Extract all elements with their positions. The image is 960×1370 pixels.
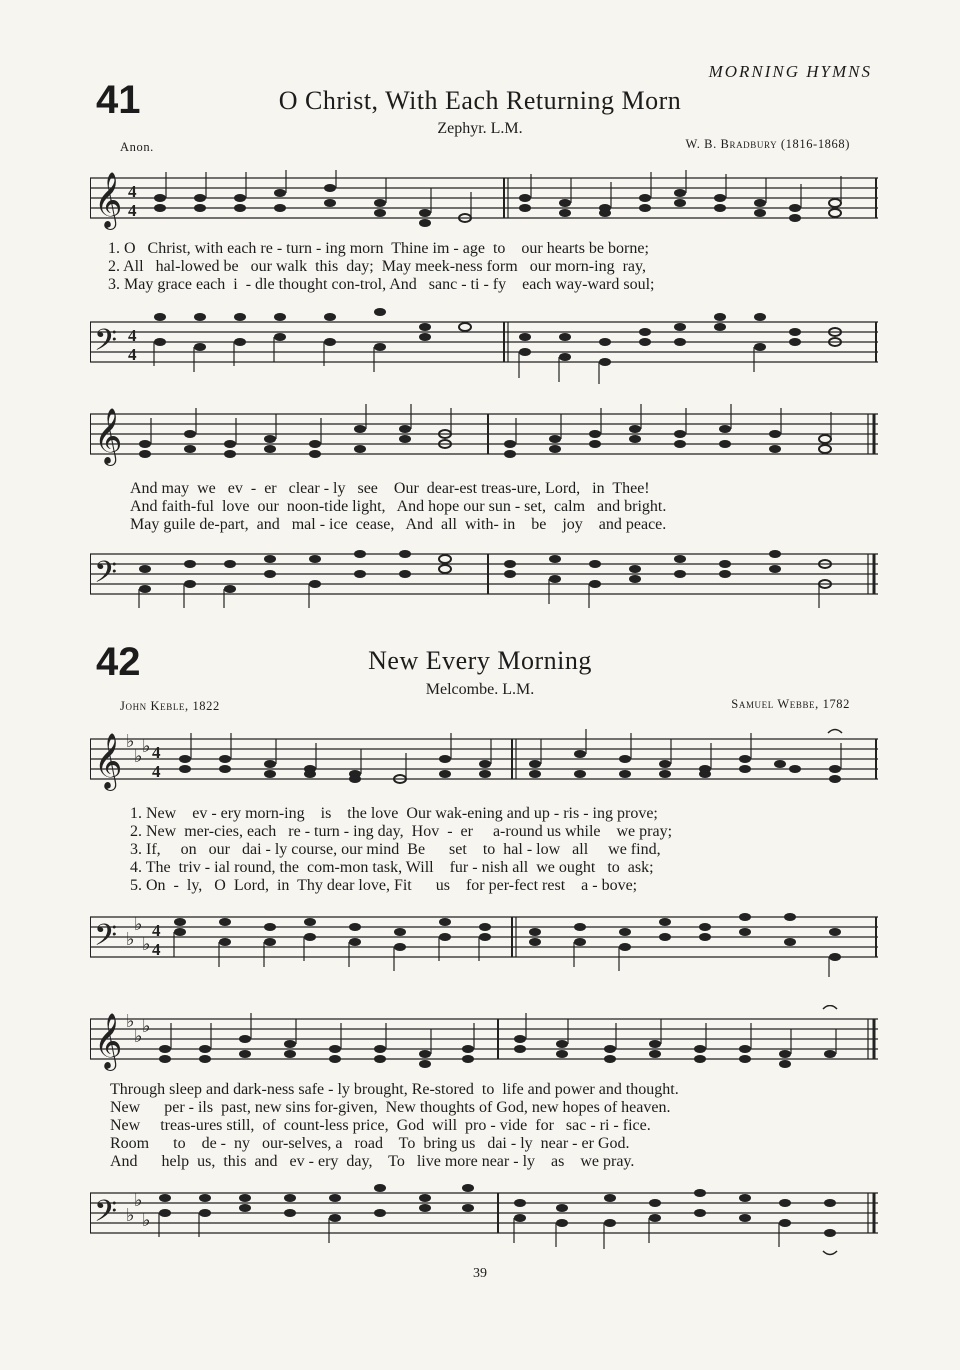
treble-staff xyxy=(90,170,880,240)
lyrics-verses xyxy=(108,240,878,294)
lyric-line: And may we ev - er clear - ly see Our dear-est treas-ure, Lord, in Thee! xyxy=(130,480,650,497)
music-system xyxy=(90,1005,880,1265)
lyric-line: 3. If, on our dai - ly course, our mind Be set to hal - low all we find, xyxy=(130,841,661,858)
lyric-line: 3. May grace each i - dle thought con-trol, And sanc - ti - fy each way-ward soul; xyxy=(108,276,655,293)
lyric-line: Room to de - ny our-selves, a road To bring us dai - ly near - er God. xyxy=(110,1135,630,1152)
lyric-line: 1. O Christ, with each re - turn - ing morn Thine im - age to our hearts be borne; xyxy=(108,240,649,257)
svg-text:♭: ♭ xyxy=(134,746,143,767)
svg-text:♭: ♭ xyxy=(126,929,135,950)
svg-text:♭: ♭ xyxy=(126,1011,135,1032)
svg-text:♭: ♭ xyxy=(142,934,151,955)
lyric-line: 1. New ev - ery morn-ing is the love Our wak-ening and up - ris - ing prove; xyxy=(130,805,658,822)
svg-text:𝄞: 𝄞 xyxy=(94,172,123,228)
treble-staff xyxy=(90,400,880,470)
tune-name: Zephyr. L.M. xyxy=(437,120,523,137)
svg-text:𝄢: 𝄢 xyxy=(94,1195,118,1236)
lyric-line: 2. New mer-cies, each re - turn - ing day, Hov - er a-round us while we pray; xyxy=(130,823,673,840)
svg-text:4: 4 xyxy=(152,762,161,781)
svg-text:♭: ♭ xyxy=(134,1026,143,1047)
composer-credit: Samuel Webbe, 1782 xyxy=(731,697,850,711)
lyrics-verses xyxy=(130,480,870,534)
lyric-line: 4. The triv - ial round, the com-mon task, Will fur - nish all we ought to ask; xyxy=(130,859,654,876)
lyric-line: New per - ils past, new sins for-given, New thoughts of God, new hopes of heaven. xyxy=(110,1099,671,1116)
svg-text:♭: ♭ xyxy=(134,914,143,935)
lyrics-verses xyxy=(130,805,875,895)
svg-text:4: 4 xyxy=(128,201,137,220)
hymn-title: New Every Morning xyxy=(368,646,592,675)
svg-text:♭: ♭ xyxy=(126,1205,135,1226)
svg-text:𝄢: 𝄢 xyxy=(94,556,118,597)
svg-text:♭: ♭ xyxy=(142,736,151,757)
svg-text:𝄞: 𝄞 xyxy=(94,733,123,789)
svg-text:4: 4 xyxy=(128,326,137,345)
svg-text:4: 4 xyxy=(128,345,137,364)
svg-text:♭: ♭ xyxy=(142,1016,151,1037)
lyric-line: 5. On - ly, O Lord, in Thy dear love, Fit us for per-fect rest a - bove; xyxy=(130,877,638,894)
lyric-line: New treas-ures still, of count-less price, God will pro - vide for sac - ri - fice. xyxy=(110,1117,651,1134)
svg-text:♭: ♭ xyxy=(126,731,135,752)
svg-text:𝄢: 𝄢 xyxy=(94,324,118,365)
treble-staff xyxy=(90,1005,880,1077)
svg-text:4: 4 xyxy=(152,940,161,959)
bass-staff xyxy=(90,901,880,981)
composer-credit: W. B. Bradbury (1816-1868) xyxy=(685,137,850,151)
bass-staff xyxy=(90,306,880,386)
treble-staff xyxy=(90,725,880,800)
svg-text:𝄞: 𝄞 xyxy=(94,408,123,464)
hymn-number: 42 xyxy=(96,640,141,684)
lyric-line: Through sleep and dark-ness safe - ly brought, Re-stored to life and power and thought. xyxy=(110,1081,679,1098)
svg-text:♭: ♭ xyxy=(134,1190,143,1211)
lyric-line: And help us, this and ev - ery day, To live more near - ly as we pray. xyxy=(110,1153,635,1170)
lyric-line: And faith-ful love our noon-tide light, And hope our sun - set, calm and bright. xyxy=(130,498,667,515)
music-system xyxy=(90,170,880,400)
svg-text:♭: ♭ xyxy=(142,1210,151,1231)
lyric-line: 2. All hal-lowed be our walk this day; May meek-ness form our morn-ing ray, xyxy=(108,258,646,275)
svg-text:4: 4 xyxy=(128,182,137,201)
author-credit: John Keble, 1822 xyxy=(120,699,220,713)
section-header: MORNING HYMNS xyxy=(708,62,872,81)
lyrics-verses xyxy=(110,1081,875,1171)
tune-name: Melcombe. L.M. xyxy=(425,681,535,698)
music-system xyxy=(90,400,880,610)
svg-text:4: 4 xyxy=(152,743,161,762)
hymn-number: 41 xyxy=(96,78,141,122)
page-number: 39 xyxy=(473,1266,487,1281)
bass-staff xyxy=(90,538,880,610)
bass-staff xyxy=(90,1177,880,1259)
svg-text:4: 4 xyxy=(152,921,161,940)
lyric-line: May guile de-part, and mal - ice cease, And all with- in be joy and peace. xyxy=(130,516,667,533)
author-credit: Anon. xyxy=(120,140,154,154)
svg-text:𝄞: 𝄞 xyxy=(94,1013,123,1069)
svg-text:𝄢: 𝄢 xyxy=(94,919,118,960)
music-system xyxy=(90,725,880,995)
hymn-title: O Christ, With Each Returning Morn xyxy=(278,86,682,115)
